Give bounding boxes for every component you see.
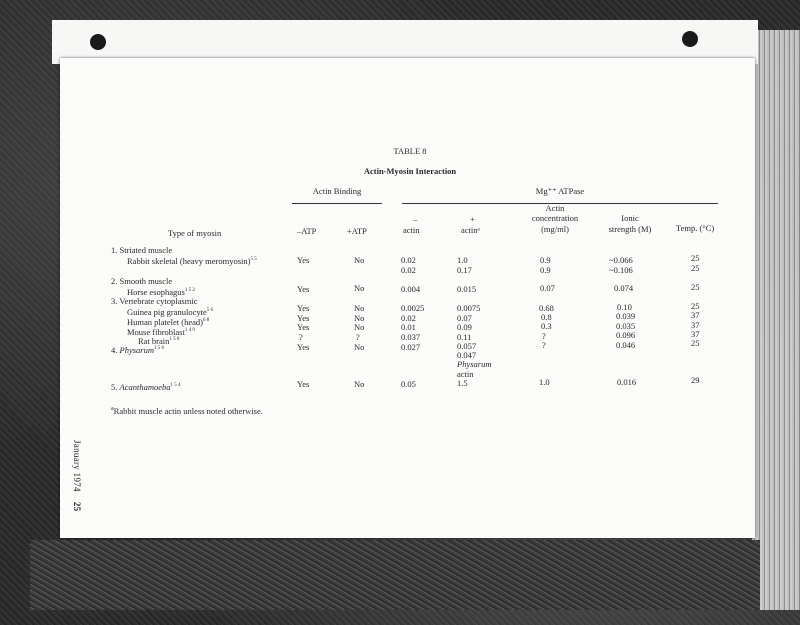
cell: 0.05 (401, 379, 416, 389)
col-header-plus-actin-sign: + (470, 214, 475, 224)
rule (292, 203, 382, 204)
cell: 25 (691, 301, 700, 311)
cell: 0.027 (401, 342, 421, 352)
row-label: Human platelet (head)$^{6 8}$ (127, 316, 210, 327)
cell-note: Physarum (457, 359, 492, 369)
col-header-conc-1: Actin (545, 203, 565, 213)
row-label: Guinea pig granulocyte$^{5 6}$ (127, 306, 214, 317)
cell: 0.035 (616, 321, 636, 331)
cell: 25 (691, 253, 700, 263)
cell: 25 (691, 263, 700, 273)
cell: 0.074 (614, 283, 634, 293)
cell: 0.02 (401, 265, 416, 275)
punch-hole-icon (682, 31, 698, 47)
cell: 0.02 (401, 313, 416, 323)
group-header-actin-binding: Actin Binding (312, 186, 362, 196)
section-vertebrate: 3. Vertebrate cytoplasmic (111, 296, 198, 306)
cell: Yes (297, 303, 310, 313)
cell: 0.02 (401, 255, 416, 265)
cell: 37 (691, 329, 700, 339)
cell: 0.016 (617, 377, 637, 387)
col-header-minus-actin: actin (403, 225, 420, 235)
cell: No (354, 322, 365, 332)
cell: 0.3 (541, 321, 552, 331)
cell: Yes (297, 284, 310, 294)
col-header-type: Type of myosin (168, 228, 222, 238)
cell: 0.10 (617, 302, 632, 312)
col-header-plus-atp: +ATP (347, 226, 367, 236)
footnote: $^a$Rabbit muscle actin unless noted otherwise. (111, 405, 263, 416)
cell: 0.047 (457, 350, 477, 360)
row-label: Rat brain$^{1 5 0}$ (138, 335, 180, 346)
row-label: Horse esophagus$^{1 5 2}$ (127, 286, 195, 297)
cell: 0.01 (401, 322, 416, 332)
cell: 0.09 (457, 322, 472, 332)
cell: Yes (297, 255, 310, 265)
row-label: Rabbit skeletal (heavy meromyosin)$^{5 5}$ (127, 255, 257, 266)
cell: No (354, 283, 365, 293)
cell: Yes (297, 322, 310, 332)
cell: ~0.106 (609, 265, 633, 275)
section-acanthamoeba: 5. Acanthamoeba$^{1 5 4}$ (111, 381, 181, 392)
row-label: Mouse fibroblast$^{1 4 9}$ (127, 326, 195, 337)
cell: 0.0025 (401, 303, 425, 313)
section-smooth: 2. Smooth muscle (111, 276, 173, 286)
cell: No (354, 255, 365, 265)
cell: 0.11 (457, 332, 472, 342)
cell: No (354, 342, 365, 352)
cell: ~0.066 (609, 255, 633, 265)
section-striated: 1. Striated muscle (111, 245, 173, 255)
cell: 0.046 (616, 340, 636, 350)
cell: 25 (691, 282, 700, 292)
cell: 0.68 (539, 303, 554, 313)
cell: 37 (691, 320, 700, 330)
cell: No (354, 313, 365, 323)
cell: 0.037 (401, 332, 421, 342)
col-header-conc-2: concentration (531, 213, 579, 223)
cell: 0.004 (401, 284, 421, 294)
cell: 0.17 (457, 265, 472, 275)
cell: 0.07 (457, 313, 472, 323)
cell: 0.039 (616, 311, 636, 321)
cell: 0.0075 (457, 303, 481, 313)
cell: 0.096 (616, 330, 636, 340)
col-header-temp: Temp. (°C) (676, 223, 715, 233)
col-header-ionic-1: Ionic (621, 213, 639, 223)
section-physarum: 4. Physarum$^{1 5 6}$ (111, 344, 164, 355)
page-edge-stack (752, 30, 800, 610)
col-header-plus-actin: actinᵃ (461, 225, 480, 235)
cell: ? (299, 332, 303, 342)
col-header-conc-3: (mg/ml) (541, 224, 569, 234)
cell: Yes (297, 379, 310, 389)
table-label: TABLE 8 (393, 146, 427, 156)
cell: 1.5 (457, 378, 468, 388)
cell: 1.0 (457, 255, 468, 265)
margin-date-page: January 197425 (72, 440, 82, 512)
cell: 0.9 (540, 265, 551, 275)
cell: No (354, 379, 365, 389)
cell: ? (542, 331, 546, 341)
cell: ? (542, 340, 546, 350)
cell: 0.8 (541, 312, 552, 322)
col-header-minus-atp: –ATP (297, 226, 317, 236)
col-header-ionic-2: strength (M) (608, 224, 652, 234)
cell: Yes (297, 342, 310, 352)
cell: 37 (691, 310, 700, 320)
cell: 0.015 (457, 284, 477, 294)
table-title: Actin-Myosin Interaction (363, 166, 457, 176)
col-header-minus-actin-sign: – (413, 214, 418, 224)
group-header-atpase: Mg⁺⁺ ATPase (535, 186, 585, 196)
cell: ? (356, 332, 360, 342)
cell: 29 (691, 375, 700, 385)
punch-hole-icon (90, 34, 106, 50)
cell: 0.9 (540, 255, 551, 265)
scan-shadow (30, 540, 760, 610)
cell-note: actin (457, 369, 474, 379)
cell: Yes (297, 313, 310, 323)
cell: 0.07 (540, 283, 555, 293)
cell: 0.057 (457, 341, 477, 351)
cell: No (354, 303, 365, 313)
cell: 25 (691, 338, 700, 348)
cell: 1.0 (539, 377, 550, 387)
